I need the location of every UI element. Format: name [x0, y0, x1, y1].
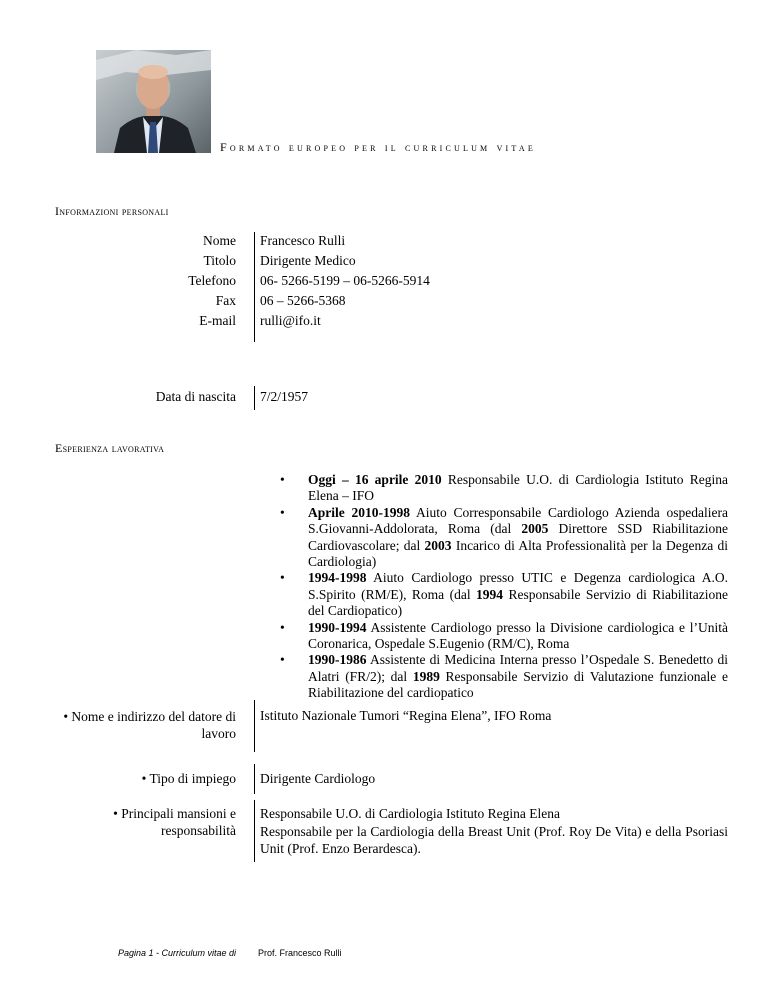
field-label-fax: Fax	[215, 293, 236, 308]
experience-item	[280, 620, 728, 653]
experience-item	[280, 505, 728, 571]
document-title-text: Formato europeo per il curriculum vitae	[220, 140, 536, 154]
birth-date-value: 7/2/1957	[260, 389, 309, 404]
experience-item-highlight: 1994-1998	[308, 570, 367, 586]
duties-label: • Principali mansioni e responsabilità	[113, 806, 236, 838]
bullet-icon: •	[280, 504, 285, 520]
field-label-telefono: Telefono	[188, 273, 236, 288]
experience-item-highlight: 1994	[476, 586, 504, 602]
bullet-icon: •	[280, 570, 285, 586]
document-title	[220, 140, 536, 155]
field-value-fax: 06 – 5266-5368	[260, 293, 346, 308]
experience-item-highlight: 1989	[412, 668, 440, 684]
divider-line-birth	[254, 386, 255, 410]
field-value-titolo: Dirigente Medico	[260, 253, 356, 268]
field-label-titolo: Titolo	[203, 253, 236, 268]
job-type-value: Dirigente Cardiologo	[260, 771, 376, 786]
bullet-icon: •	[280, 472, 285, 487]
experience-item-highlight: Oggi – 16 aprile 2010	[308, 472, 442, 487]
experience-item-text: Direttore SSD Riabilitazione Cardiovascolare; dal	[308, 521, 728, 553]
field-value-e-mail: rulli@ifo.it	[260, 313, 321, 328]
field-label-nome: Nome	[203, 233, 236, 248]
divider-line-duties	[254, 800, 255, 862]
field-label-e-mail: E-mail	[199, 313, 236, 328]
experience-item-text: Aiuto Cardiologo presso UTIC e Degenza cardiologica A.O. S.Spirito (RM/E), Roma (dal	[308, 570, 728, 602]
duties-value	[260, 805, 728, 858]
experience-item-text: Responsabile Servizio di Valutazione funzionale e Riabilitazione del cardiopatico	[308, 668, 728, 701]
experience-item-highlight: 2005	[521, 521, 549, 537]
section-title-personal: Informazioni personali	[55, 204, 169, 218]
experience-item-highlight: 1990-1994	[308, 619, 367, 635]
experience-list	[280, 472, 728, 702]
birth-date-label: Data di nascita	[155, 389, 236, 404]
experience-item-highlight: 1990-1986	[308, 652, 367, 668]
footer-page-label: Pagina 1 - Curriculum vitae di	[117, 948, 236, 958]
field-value-telefono: 06- 5266-5199 – 06-5266-5914	[260, 273, 430, 288]
bullet-icon: •	[280, 652, 285, 668]
experience-item-text: Aiuto Corresponsabile Cardiologo Azienda ospedaliera S.Giovanni-Addolorata, Roma (dal	[308, 504, 728, 537]
job-type-label: • Tipo di impiego	[141, 771, 236, 786]
divider-line-employer	[254, 700, 255, 752]
divider-line-personal	[254, 232, 255, 342]
field-value-nome: Francesco Rulli	[260, 233, 346, 248]
profile-photo	[96, 50, 211, 153]
experience-item-text: Assistente di Medicina Interna presso l’Ospedale S. Benedetto di Alatri (FR/2); dal	[308, 652, 728, 684]
bullet-icon: •	[280, 619, 285, 635]
duties-line-2: Responsabile per la Cardiologia della Breast Unit (Prof. Roy De Vita) e della Psoriasi Unit (Prof. Enzo Berardesca).	[260, 823, 728, 856]
divider-line-job-type	[254, 764, 255, 794]
section-title-experience: Esperienza lavorativa	[55, 441, 165, 455]
employer-label: • Nome e indirizzo del datore di lavoro	[63, 709, 236, 741]
experience-item-text: Assistente Cardiologo presso la Divisione cardiologica e l’Unità Coronarica, Ospedale S.Eugenio (RM/C), Roma	[308, 619, 728, 652]
experience-item	[280, 570, 728, 619]
experience-item	[280, 652, 728, 701]
experience-item-text: Incarico di Alta Professionalità per la Degenza di Cardiologia)	[308, 537, 728, 570]
experience-item-highlight: Aprile 2010-1998	[308, 504, 410, 520]
duties-line-1: Responsabile U.O. di Cardiologia Istituto Regina Elena	[260, 806, 560, 821]
footer-name: Prof. Francesco Rulli	[258, 948, 342, 958]
employer-value: Istituto Nazionale Tumori “Regina Elena”, IFO Roma	[260, 708, 552, 723]
experience-item-text: Responsabile U.O. di Cardiologia Istituto Regina Elena – IFO	[308, 472, 729, 504]
experience-item	[280, 472, 728, 505]
experience-item-text: Responsabile Servizio di Riabilitazione del Cardiopatico)	[308, 586, 728, 619]
experience-item-highlight: 2003	[424, 537, 452, 553]
